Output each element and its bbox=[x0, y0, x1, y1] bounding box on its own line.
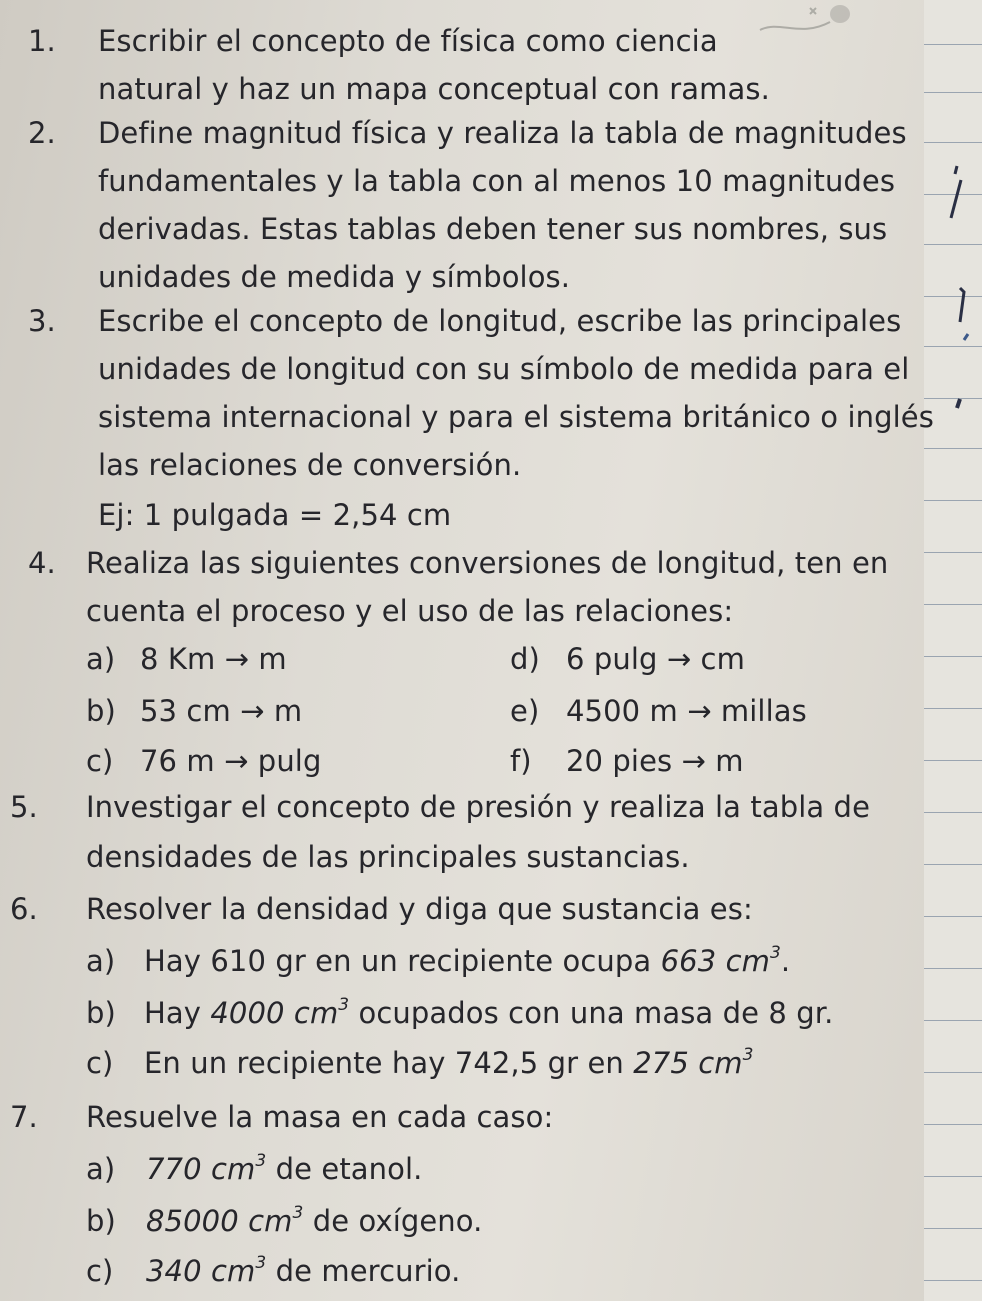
item-5-line-2: densidades de las principales sustancias. bbox=[86, 840, 690, 874]
notebook-rule bbox=[924, 604, 982, 605]
exponent: 3 bbox=[742, 1045, 754, 1065]
density-b bbox=[86, 996, 833, 1030]
notebook-rule bbox=[924, 92, 982, 93]
conversion-text: 8 Km → m bbox=[140, 642, 287, 676]
conversion-text: 4500 m → millas bbox=[566, 694, 807, 728]
notebook-rule bbox=[924, 1072, 982, 1073]
notebook-rule bbox=[924, 500, 982, 501]
item-text: Resuelve la masa en cada caso: bbox=[86, 1100, 554, 1134]
item-3-line-1 bbox=[28, 304, 901, 338]
exponent: 3 bbox=[770, 943, 781, 963]
pencil-doodle bbox=[740, 0, 860, 50]
notebook-rule bbox=[924, 1020, 982, 1021]
item-text: Investigar el concepto de presión y realiza la tabla de bbox=[86, 790, 871, 824]
conversion-text: 20 pies → m bbox=[566, 744, 744, 778]
subitem-text: . bbox=[780, 944, 791, 978]
item-3-line-4: las relaciones de conversión. bbox=[98, 448, 522, 482]
notebook-rule bbox=[924, 44, 982, 45]
conversion-text: 53 cm → m bbox=[140, 694, 303, 728]
pen-marks bbox=[940, 280, 970, 360]
conversion-letter: c) bbox=[86, 744, 114, 778]
volume-value: 770 cm bbox=[146, 1152, 256, 1186]
exponent: 3 bbox=[255, 1151, 267, 1171]
item-3-example: Ej: 1 pulgada = 2,54 cm bbox=[98, 498, 452, 532]
subitem-text: de oxígeno. bbox=[312, 1204, 483, 1238]
subitem-letter: c) bbox=[86, 1254, 114, 1288]
item-text: Resolver la densidad y diga que sustancia es: bbox=[86, 892, 753, 926]
conversion-letter: d) bbox=[510, 642, 540, 676]
conversion-letter: a) bbox=[86, 642, 116, 676]
exponent: 3 bbox=[292, 1203, 304, 1223]
volume-value: 85000 cm bbox=[146, 1204, 293, 1238]
conversion-a bbox=[86, 642, 287, 676]
subitem-text: de mercurio. bbox=[275, 1254, 461, 1288]
conversion-b bbox=[86, 694, 302, 728]
item-7-line-1 bbox=[10, 1100, 553, 1134]
item-number: 4. bbox=[28, 546, 56, 580]
subitem-text: de etanol. bbox=[275, 1152, 423, 1186]
notebook-rule bbox=[924, 916, 982, 917]
conversion-letter: b) bbox=[86, 694, 116, 728]
subitem-letter: a) bbox=[86, 1152, 116, 1186]
notebook-rule bbox=[924, 760, 982, 761]
item-number: 1. bbox=[28, 24, 56, 58]
subitem-text: Hay bbox=[144, 996, 202, 1030]
subitem-text: En un recipiente hay 742,5 gr en bbox=[144, 1046, 624, 1080]
item-1-line-1 bbox=[28, 24, 718, 58]
conversion-letter: f) bbox=[510, 744, 532, 778]
volume-value: 663 cm bbox=[660, 944, 770, 978]
item-number: 7. bbox=[10, 1100, 38, 1134]
volume-value: 340 cm bbox=[146, 1254, 256, 1288]
subitem-letter: b) bbox=[86, 996, 116, 1030]
conversion-text: 76 m → pulg bbox=[140, 744, 322, 778]
item-text: Escribir el concepto de física como ciencia bbox=[98, 24, 718, 58]
item-2-line-4: unidades de medida y símbolos. bbox=[98, 260, 571, 294]
conversion-text: 6 pulg → cm bbox=[566, 642, 745, 676]
notebook-rule bbox=[924, 1124, 982, 1125]
density-a bbox=[86, 944, 790, 978]
notebook-rule bbox=[924, 448, 982, 449]
notebook-rule bbox=[924, 1280, 982, 1281]
notebook-rule bbox=[924, 656, 982, 657]
subitem-text: Hay 610 gr en un recipiente ocupa bbox=[144, 944, 652, 978]
notebook-rule bbox=[924, 708, 982, 709]
item-4-line-1 bbox=[28, 546, 888, 580]
pen-marks bbox=[935, 160, 965, 220]
notebook-rule bbox=[924, 142, 982, 143]
notebook-rule bbox=[924, 1228, 982, 1229]
conversion-e bbox=[510, 694, 807, 728]
mass-a bbox=[86, 1152, 422, 1186]
exponent: 3 bbox=[255, 1253, 267, 1273]
item-number: 5. bbox=[10, 790, 38, 824]
mass-c bbox=[86, 1254, 460, 1288]
conversion-letter: e) bbox=[510, 694, 540, 728]
item-number: 2. bbox=[28, 116, 56, 150]
volume-value: 275 cm bbox=[633, 1046, 743, 1080]
item-2-line-2: fundamentales y la tabla con al menos 10 magnitudes bbox=[98, 164, 896, 198]
item-number: 3. bbox=[28, 304, 56, 338]
item-3-line-3: sistema internacional y para el sistema británico o inglés bbox=[98, 400, 934, 434]
item-2-line-3: derivadas. Estas tablas deben tener sus nombres, sus bbox=[98, 212, 888, 246]
subitem-letter: a) bbox=[86, 944, 116, 978]
notebook-rule bbox=[924, 244, 982, 245]
density-c bbox=[86, 1046, 754, 1080]
subitem-text: ocupados con una masa de 8 gr. bbox=[358, 996, 834, 1030]
item-4-line-2: cuenta el proceso y el uso de las relaciones: bbox=[86, 594, 734, 628]
notebook-rule bbox=[924, 552, 982, 553]
item-text: Realiza las siguientes conversiones de longitud, ten en bbox=[86, 546, 889, 580]
notebook-rule bbox=[924, 864, 982, 865]
item-3-line-2: unidades de longitud con su símbolo de medida para el bbox=[98, 352, 910, 386]
mass-b bbox=[86, 1204, 482, 1238]
item-text: Define magnitud física y realiza la tabla de magnitudes bbox=[98, 116, 907, 150]
subitem-letter: b) bbox=[86, 1204, 116, 1238]
conversion-c bbox=[86, 744, 321, 778]
item-1-line-2: natural y haz un mapa conceptual con ramas. bbox=[98, 72, 770, 106]
subitem-letter: c) bbox=[86, 1046, 114, 1080]
item-6-line-1 bbox=[10, 892, 753, 926]
exponent: 3 bbox=[338, 995, 350, 1015]
pen-marks bbox=[948, 395, 968, 415]
item-5-line-1 bbox=[10, 790, 870, 824]
notebook-rule bbox=[924, 812, 982, 813]
notebook-rule bbox=[924, 1176, 982, 1177]
item-2-line-1 bbox=[28, 116, 907, 150]
conversion-f bbox=[510, 744, 744, 778]
conversion-d bbox=[510, 642, 745, 676]
notebook-rule bbox=[924, 968, 982, 969]
item-text: Escribe el concepto de longitud, escribe las principales bbox=[98, 304, 902, 338]
item-number: 6. bbox=[10, 892, 38, 926]
volume-value: 4000 cm bbox=[210, 996, 339, 1030]
